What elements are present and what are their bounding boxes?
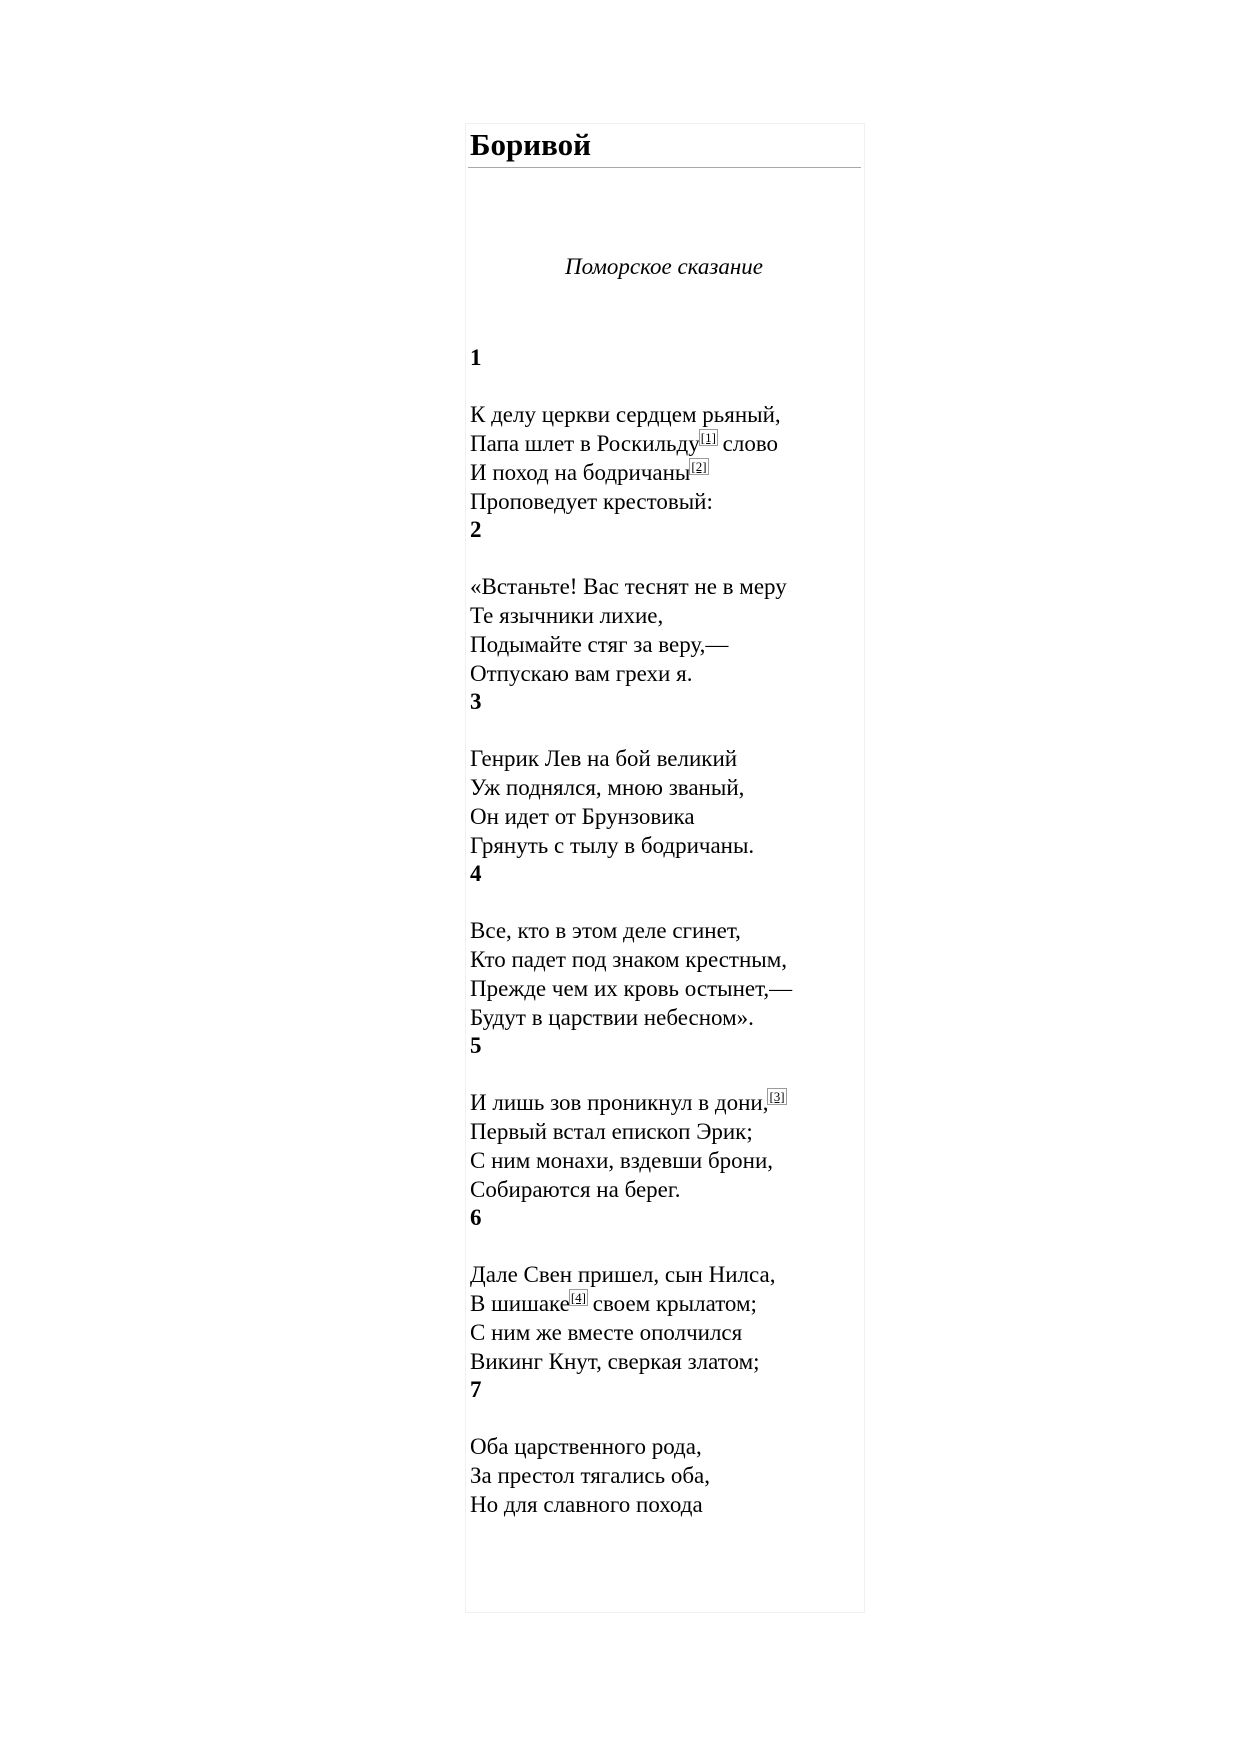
stanza-lines: [470, 744, 860, 860]
verse-line: [470, 1490, 860, 1519]
verse-text: Но для славного похода: [470, 1492, 703, 1517]
verse-line: [470, 1260, 860, 1289]
verse-text: В шишаке: [470, 1291, 570, 1316]
stanza-lines: [470, 916, 860, 1032]
verse-line: [470, 1347, 860, 1376]
verse-text: слово: [716, 431, 779, 456]
footnote-link[interactable]: [4]: [570, 1290, 587, 1305]
verse-text: С ним монахи, вздевши брони,: [470, 1148, 774, 1173]
stanza: [470, 1375, 860, 1519]
verse-text: Первый встал епископ Эрик;: [470, 1119, 753, 1144]
verse-line: [470, 1432, 860, 1461]
verse-text: Все, кто в этом деле сгинет,: [470, 918, 741, 943]
verse-line: [470, 659, 860, 688]
footnote-link[interactable]: [2]: [691, 459, 707, 474]
verse-line: [470, 916, 860, 945]
stanza: [470, 515, 860, 688]
verse-text: Собираются на берег.: [470, 1177, 681, 1202]
verse-line: [470, 802, 860, 831]
verse-text: Будут в царствии небесном».: [470, 1005, 754, 1030]
stanza-number: 7: [470, 1377, 482, 1402]
verse-line: [470, 1318, 860, 1347]
stanza: [470, 687, 860, 860]
verse-line: [470, 1117, 860, 1146]
footnote-link[interactable]: [1]: [700, 430, 716, 445]
verse-line: [470, 1175, 860, 1204]
verse-line: [470, 630, 860, 659]
verse-text: Те язычники лихие,: [470, 603, 664, 628]
page-title: Боривой: [470, 127, 591, 162]
stanza-lines: [470, 400, 860, 516]
verse-text: Прежде чем их кровь остынет,—: [470, 976, 793, 1001]
stanza-number: 3: [470, 689, 482, 714]
verse-text: Генрик Лев на бой великий: [470, 746, 738, 771]
verse-line: [470, 773, 860, 802]
stanza-lines: [470, 1432, 860, 1519]
verse-text: И лишь зов проникнул в дони,: [470, 1090, 769, 1115]
verse-text: Викинг Кнут, сверкая златом;: [470, 1349, 760, 1374]
verse-line: [470, 974, 860, 1003]
verse-text: своем крылатом;: [587, 1291, 757, 1316]
verse-text: Дале Свен пришел, сын Нилса,: [470, 1262, 776, 1287]
footnote-link[interactable]: [3]: [769, 1089, 785, 1104]
stanza: [470, 343, 860, 516]
verse-line: [470, 1461, 860, 1490]
stanza-lines: [470, 572, 860, 688]
verse-text: За престол тягались оба,: [470, 1463, 711, 1488]
verse-line: [470, 601, 860, 630]
verse-line: [470, 1088, 860, 1117]
verse-text: Уж поднялся, мною званый,: [470, 775, 745, 800]
verse-line: [470, 429, 860, 458]
stanza: [470, 1031, 860, 1204]
verse-line: [470, 1146, 860, 1175]
verse-text: Отпускаю вам грехи я.: [470, 661, 693, 686]
verse-line: [470, 1289, 860, 1318]
verse-text: К делу церкви сердцем рьяный,: [470, 402, 781, 427]
verse-text: Оба царственного рода,: [470, 1434, 702, 1459]
title-divider: [468, 167, 861, 168]
stanza: [470, 1203, 860, 1376]
subtitle: Поморское сказание: [565, 254, 763, 279]
verse-text: Проповедует крестовый:: [470, 489, 713, 514]
verse-line: [470, 831, 860, 860]
stanza-number: 5: [470, 1033, 482, 1058]
verse-line: [470, 1003, 860, 1032]
verse-text: Кто падет под знаком крестным,: [470, 947, 788, 972]
stanza-lines: [470, 1260, 860, 1376]
verse-text: «Встаньте! Вас теснят не в меру: [470, 574, 787, 599]
verse-line: [470, 945, 860, 974]
verse-line: [470, 487, 860, 516]
stanza-number: 6: [470, 1205, 482, 1230]
verse-text: С ним же вместе ополчился: [470, 1320, 743, 1345]
verse-line: [470, 400, 860, 429]
verse-line: [470, 572, 860, 601]
stanza-number: 4: [470, 861, 482, 886]
verse-line: [470, 744, 860, 773]
verse-text: Он идет от Брунзовика: [470, 804, 695, 829]
verse-line: [470, 458, 860, 487]
stanza-number: 1: [470, 345, 482, 370]
verse-text: И поход на бодричаны: [470, 460, 691, 485]
verse-text: Грянуть с тылу в бодричаны.: [470, 833, 755, 858]
stanza-lines: [470, 1088, 860, 1204]
verse-text: Папа шлет в Роскильду: [470, 431, 700, 456]
stanza-number: 2: [470, 517, 482, 542]
verse-text: Подымайте стяг за веру,—: [470, 632, 729, 657]
stanza: [470, 859, 860, 1032]
